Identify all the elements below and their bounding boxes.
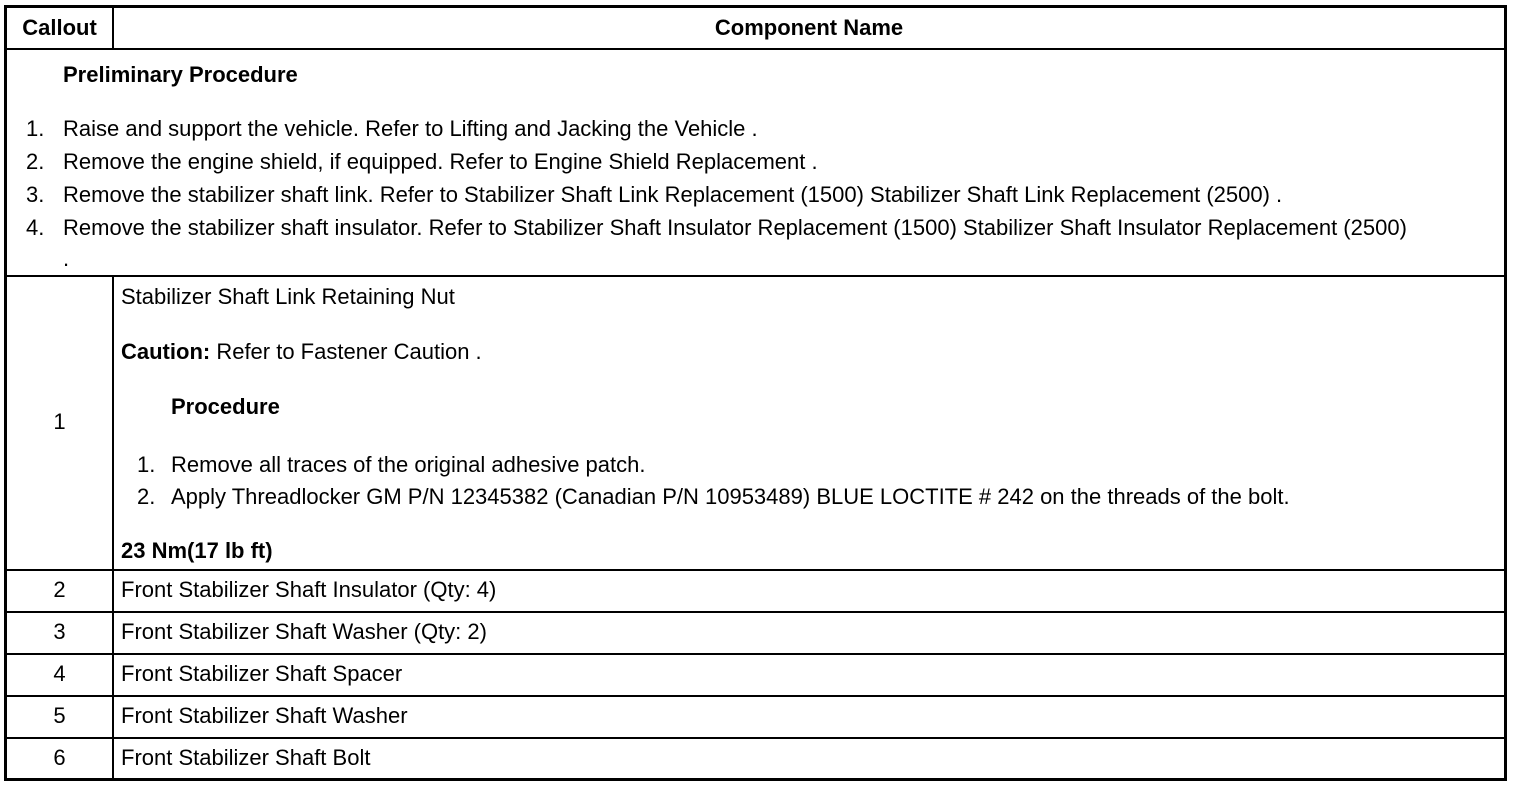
procedure-title: Procedure xyxy=(171,394,280,419)
callout-cell: 2 xyxy=(7,569,114,611)
step-number: 4. xyxy=(26,215,45,240)
component-name: Front Stabilizer Shaft Washer xyxy=(121,703,408,728)
table-row xyxy=(7,611,1504,655)
table-row xyxy=(7,275,1504,571)
callout-cell: 5 xyxy=(7,695,114,737)
preliminary-procedure-title: Preliminary Procedure xyxy=(63,62,298,87)
preliminary-step xyxy=(7,113,1407,144)
component-name: Front Stabilizer Shaft Bolt xyxy=(121,744,371,770)
step-number: 2. xyxy=(26,149,45,174)
table-row xyxy=(7,653,1504,697)
step-text: Apply Threadlocker GM P/N 12345382 (Canadian P/N 10953489) BLUE LOCTITE # 242 on the threads of the bolt. xyxy=(171,484,1290,509)
component-name: Stabilizer Shaft Link Retaining Nut xyxy=(121,284,455,309)
component-name: Front Stabilizer Shaft Insulator (Qty: 4) xyxy=(121,577,497,602)
preliminary-steps-list xyxy=(7,113,1407,276)
step-text: Remove the stabilizer shaft insulator. Refer to Stabilizer Shaft Insulator Replacement (1500) Stabilizer Shaft Insulator Replacement (2500) . xyxy=(63,215,1407,271)
preliminary-step xyxy=(7,179,1407,210)
callout-cell: 3 xyxy=(7,611,114,653)
step-number: 1. xyxy=(26,116,45,141)
callout-cell: 6 xyxy=(7,737,114,778)
step-text: Remove the engine shield, if equipped. Refer to Engine Shield Replacement . xyxy=(63,149,818,174)
procedure-step xyxy=(121,481,1501,513)
table-row xyxy=(7,737,1504,778)
torque-spec: 23 Nm(17 lb ft) xyxy=(121,538,273,563)
component-table xyxy=(4,5,1507,781)
step-text: Remove all traces of the original adhesive patch. xyxy=(171,452,646,477)
component-name: Front Stabilizer Shaft Spacer xyxy=(121,661,403,686)
table-header xyxy=(7,8,1504,50)
caution-label: Caution: xyxy=(121,339,211,364)
step-text: Remove the stabilizer shaft link. Refer to Stabilizer Shaft Link Replacement (1500) Stabilizer Shaft Link Replacement (2500) . xyxy=(63,182,1283,207)
preliminary-step xyxy=(7,212,1407,274)
callout-column-header: Callout xyxy=(7,8,114,48)
callout-cell: 1 xyxy=(7,275,114,569)
table-row xyxy=(7,695,1504,739)
step-number: 2. xyxy=(137,484,156,509)
procedure-steps-list xyxy=(121,449,1501,513)
step-number: 1. xyxy=(137,452,156,477)
component-name-column-header: Component Name xyxy=(714,15,904,40)
callout-cell: 4 xyxy=(7,653,114,695)
component-name: Front Stabilizer Shaft Washer (Qty: 2) xyxy=(121,619,487,644)
table-row xyxy=(7,569,1504,613)
step-number: 3. xyxy=(26,182,45,207)
procedure-step xyxy=(121,449,1501,481)
caution-text: Refer to Fastener Caution . xyxy=(210,339,482,364)
preliminary-step xyxy=(7,146,1407,177)
preliminary-procedure xyxy=(7,48,1504,277)
caution-note xyxy=(121,339,482,365)
step-text: Raise and support the vehicle. Refer to Lifting and Jacking the Vehicle . xyxy=(63,116,758,141)
